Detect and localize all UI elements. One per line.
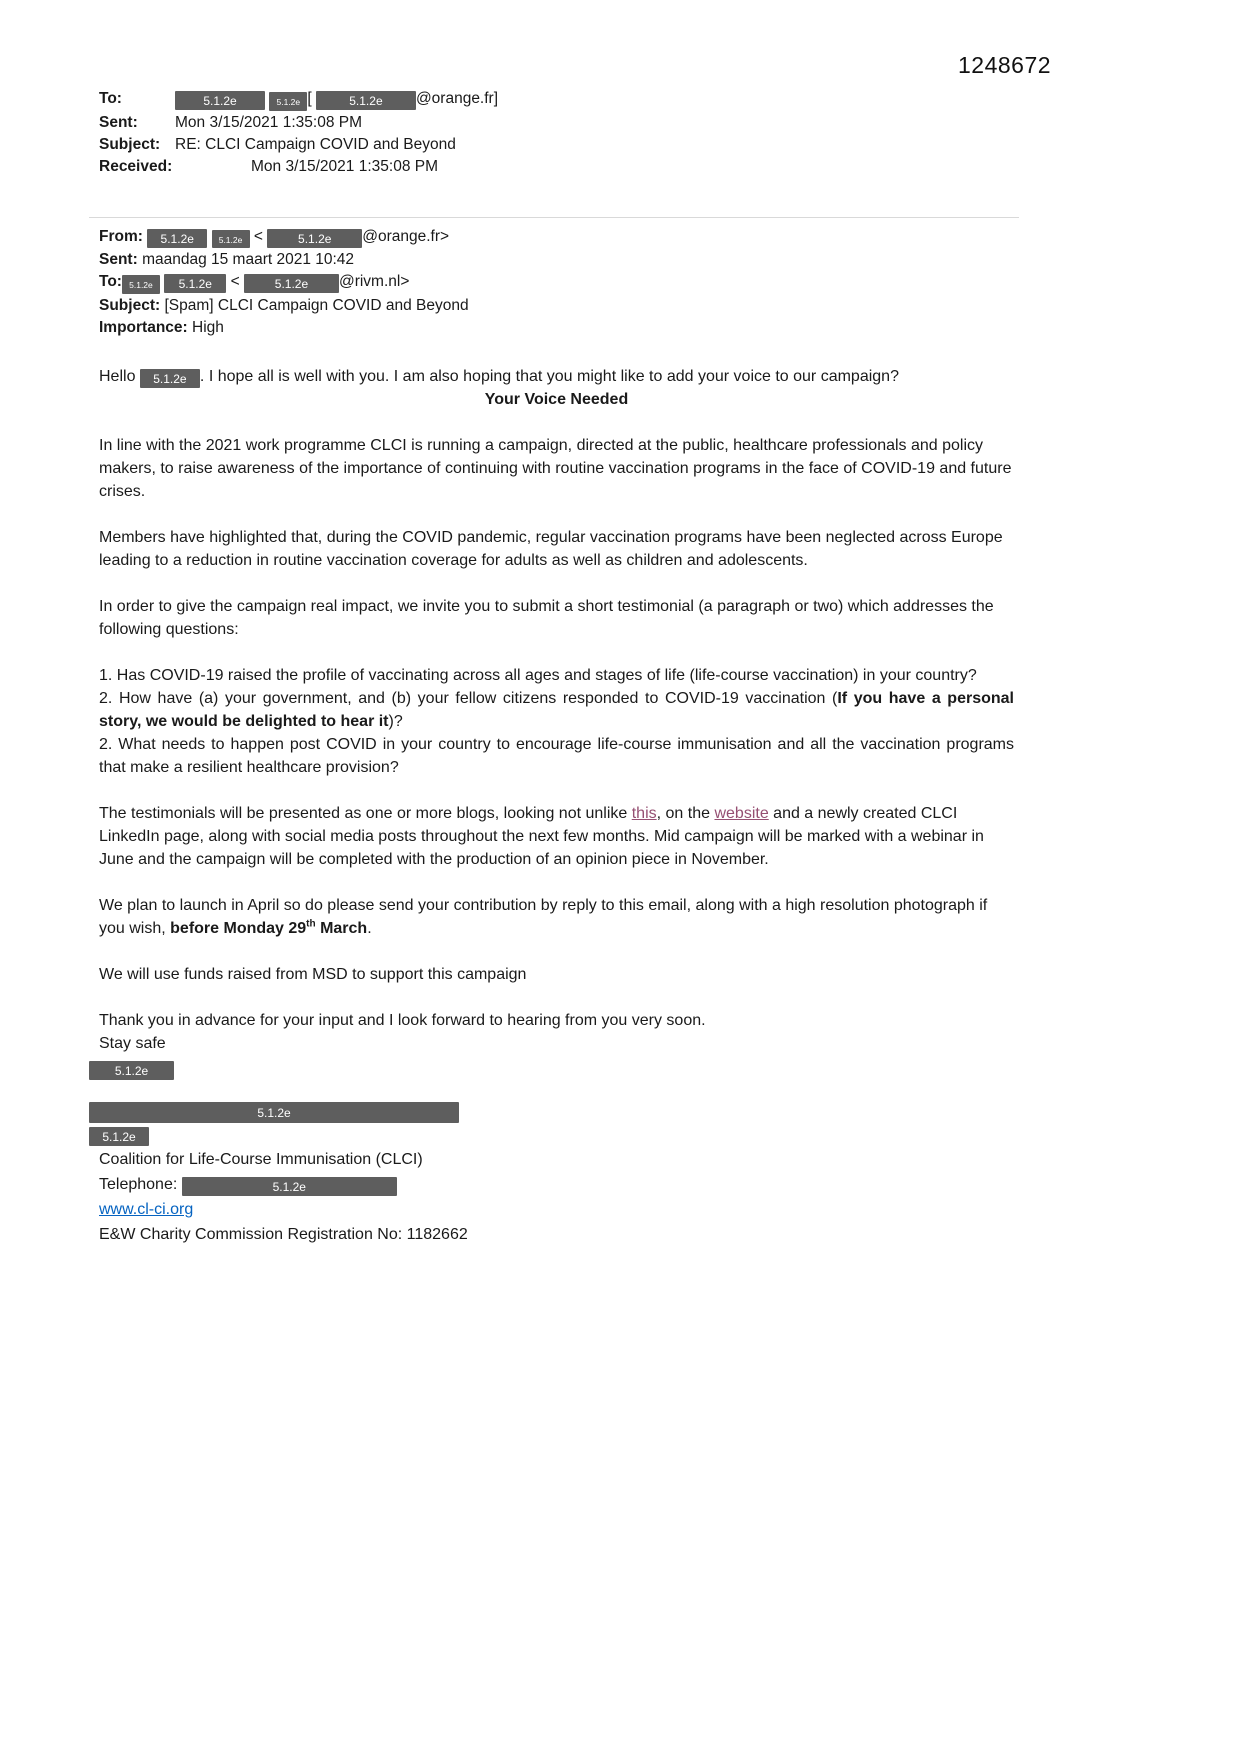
received-label: Received:: [99, 157, 173, 175]
question-2-end: )?: [388, 712, 403, 730]
greeting-line: [99, 365, 1014, 388]
redaction-box: 5.1.2e: [89, 1061, 174, 1080]
paragraph-members-highlight: Members have highlighted that, during the COVID pandemic, regular vaccination programs have been neglected across Europe leading to a reduction in routine vaccination coverage for adults as well as children and adolescents.: [99, 528, 1003, 569]
redaction-box: 5.1.2e: [122, 275, 160, 294]
from-domain: @orange.fr>: [362, 227, 450, 245]
question-2-text: 2. How have (a) your government, and (b) your fellow citizens responded to COVID-19 vaccination (: [99, 689, 838, 707]
redaction-box: 5.1.2e: [212, 230, 250, 249]
launch-text-end: .: [367, 919, 372, 937]
signature-spacer: [99, 1080, 1014, 1102]
paragraph-thanks: Thank you in advance for your input and I look forward to hearing from you very soon.: [99, 1011, 706, 1029]
paragraph-funds: We will use funds raised from MSD to support this campaign: [99, 965, 527, 983]
received-value: Mon 3/15/2021 1:35:08 PM: [251, 157, 438, 175]
email-header-outer: [99, 88, 1014, 177]
redaction-box: 5.1.2e: [267, 229, 362, 248]
redaction-box: 5.1.2e: [164, 274, 226, 293]
signature-block: [99, 1057, 1014, 1246]
sent-value: Mon 3/15/2021 1:35:08 PM: [175, 113, 362, 131]
quoted-row-subject: [99, 295, 1014, 316]
redaction-box: 5.1.2e: [147, 229, 207, 248]
testimonials-text-1: The testimonials will be presented as one or more blogs, looking not unlike: [99, 804, 632, 822]
section-divider: [89, 217, 1019, 218]
question-1: 1. Has COVID-19 raised the profile of vaccinating across all ages and stages of life (life-course vaccination) in your country?: [99, 666, 977, 684]
from-label: From:: [99, 227, 143, 245]
this-link[interactable]: this: [631, 804, 657, 822]
telephone-line: [99, 1173, 1014, 1196]
quoted-sent-label: Sent:: [99, 251, 138, 268]
questions-block: [99, 664, 1014, 779]
to-bracket: [: [307, 90, 312, 107]
redaction-box: 5.1.2e: [140, 369, 200, 388]
testimonials-text-3: and a newly created CLCI LinkedIn page, along with social media posts throughout the next few months. Mid campaign will be marked with a webinar in June and the campaign will be completed with the production of an opinion piece in November.: [99, 804, 984, 868]
to-domain: @orange.fr]: [415, 90, 499, 107]
redaction-box: 5.1.2e: [244, 274, 339, 293]
greeting-block: [99, 365, 1014, 411]
header-row-subject: [99, 134, 1014, 155]
from-lt: <: [253, 227, 263, 245]
quoted-row-to: [99, 271, 1014, 294]
quoted-sent-value: maandag 15 maart 2021 10:42: [142, 251, 355, 268]
quoted-to-label: To:: [99, 273, 122, 290]
document-number: 1248672: [958, 52, 1052, 78]
quoted-row-from: [99, 226, 1014, 249]
website-line: [99, 1198, 1014, 1221]
redaction-box: 5.1.2e: [269, 92, 307, 111]
importance-value: High: [192, 318, 224, 336]
signer-name-redaction-row: [89, 1057, 1014, 1080]
to-value: [175, 88, 1014, 111]
paragraph-launch: [99, 894, 1014, 940]
redaction-box: 5.1.2e: [175, 91, 265, 110]
quoted-row-sent: [99, 249, 1014, 270]
website-link[interactable]: website: [714, 804, 769, 822]
quoted-subject-value: [Spam] CLCI Campaign COVID and Beyond: [164, 296, 469, 314]
email-body: [99, 365, 1014, 1055]
organisation-line: Coalition for Life-Course Immunisation (CLCI): [99, 1150, 423, 1168]
question-2-bold: If you have a personal story, we would be delighted to hear it: [99, 689, 1014, 730]
redaction-box: 5.1.2e: [182, 1177, 397, 1196]
launch-text: We plan to launch in April so do please send your contribution by reply to this email, along with a high resolution photograph if you wish,: [99, 896, 988, 937]
quoted-to-domain: @rivm.nl>: [338, 273, 410, 290]
subject-label: Subject:: [99, 135, 161, 153]
importance-label: Importance:: [99, 318, 188, 336]
deadline-ordinal: th: [306, 918, 316, 930]
redaction-box: 5.1.2e: [316, 91, 416, 110]
quoted-email-header: [99, 226, 1014, 338]
testimonials-text-2: , on the: [656, 804, 715, 822]
telephone-label: Telephone:: [99, 1175, 178, 1193]
paragraph-testimonials: [99, 802, 1014, 871]
greeting-text: Hello: [99, 367, 136, 385]
question-3: 2. What needs to happen post COVID in your country to encourage life-course immunisation and all the vaccination programs that make a resilient healthcare provision?: [99, 735, 1014, 776]
question-2: [99, 687, 1014, 733]
voice-needed-heading: Your Voice Needed: [484, 390, 629, 408]
quoted-row-importance: [99, 317, 1014, 338]
stay-safe-line: Stay safe: [99, 1034, 166, 1052]
header-row-to: [99, 88, 1014, 111]
charity-registration-line: E&W Charity Commission Registration No: 1182662: [99, 1225, 468, 1243]
to-label: To:: [99, 90, 122, 107]
deadline-month: March: [315, 919, 368, 937]
header-row-received: [99, 156, 1014, 177]
paragraph-campaign-intro: In line with the 2021 work programme CLCI is running a campaign, directed at the public, healthcare professionals and policy makers, to raise awareness of the importance of continuing with routine vaccination programs in the face of COVID-19 and future crises.: [99, 436, 1012, 500]
deadline-bold: before Monday 29: [170, 919, 307, 937]
greeting-rest: . I hope all is well with you. I am also hoping that you might like to add your voice to our campaign?: [199, 367, 899, 385]
paragraph-invite: In order to give the campaign real impact, we invite you to submit a short testimonial (a paragraph or two) which addresses the following questions:: [99, 597, 994, 638]
sent-label: Sent:: [99, 113, 138, 131]
redaction-box: 5.1.2e: [89, 1127, 149, 1146]
redaction-box: 5.1.2e: [89, 1102, 459, 1123]
quoted-to-lt: <: [230, 273, 240, 290]
quoted-subject-label: Subject:: [99, 296, 161, 314]
header-row-sent: [99, 112, 1014, 133]
signature-title-redaction: [89, 1102, 1014, 1146]
subject-value: RE: CLCI Campaign COVID and Beyond: [175, 135, 456, 153]
clci-website-link[interactable]: www.cl-ci.org: [99, 1200, 194, 1218]
